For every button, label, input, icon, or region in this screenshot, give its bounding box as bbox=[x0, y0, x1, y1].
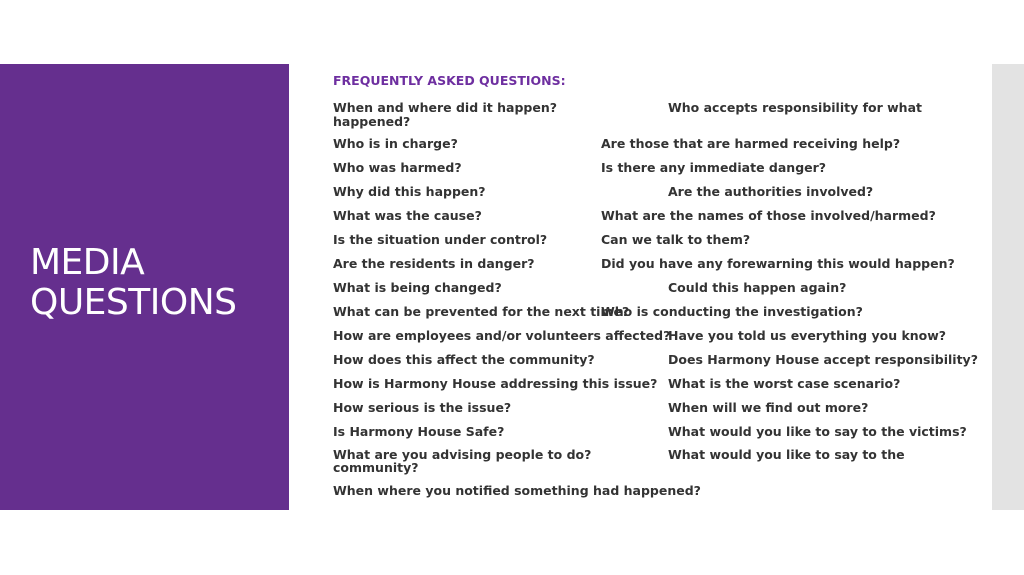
question-text: Does Harmony House accept responsibility? bbox=[668, 352, 978, 367]
question-text: What are you advising people to do? bbox=[333, 447, 592, 462]
question-text: Who is in charge? bbox=[333, 136, 458, 151]
question-text: community? bbox=[333, 460, 419, 475]
question-text: Why did this happen? bbox=[333, 184, 486, 199]
question-text: How does this affect the community? bbox=[333, 352, 595, 367]
question-text: Did you have any forewarning this would happen? bbox=[601, 256, 955, 271]
question-text: What is the worst case scenario? bbox=[668, 376, 901, 391]
question-text: How are employees and/or volunteers affected? bbox=[333, 328, 671, 343]
question-text: Who is conducting the investigation? bbox=[601, 304, 863, 319]
question-text: How serious is the issue? bbox=[333, 400, 512, 415]
question-text: Who was harmed? bbox=[333, 160, 462, 175]
question-text: Is Harmony House Safe? bbox=[333, 424, 505, 439]
question-text: Have you told us everything you know? bbox=[668, 328, 947, 343]
slide-title-line-2: QUESTIONS bbox=[30, 282, 237, 323]
question-text: When where you notified something had happened? bbox=[333, 483, 701, 498]
question-text: What can be prevented for the next time? bbox=[333, 304, 630, 319]
side-strip bbox=[992, 64, 1024, 510]
slide-title-line-1: MEDIA bbox=[30, 242, 145, 283]
question-text: Can we talk to them? bbox=[601, 232, 751, 247]
question-text: What would you like to say to the victims? bbox=[668, 424, 967, 439]
question-text: Is there any immediate danger? bbox=[601, 160, 827, 175]
question-text: Are the residents in danger? bbox=[333, 256, 535, 271]
question-text: Are those that are harmed receiving help? bbox=[601, 136, 901, 151]
question-text: When and where did it happen? bbox=[333, 100, 557, 115]
question-text: Could this happen again? bbox=[668, 280, 847, 295]
question-text: What are the names of those involved/harmed? bbox=[601, 208, 936, 223]
slide-title bbox=[30, 243, 285, 323]
question-text: What was the cause? bbox=[333, 208, 482, 223]
question-text: What is being changed? bbox=[333, 280, 502, 295]
question-text: happened? bbox=[333, 114, 411, 129]
faq-heading: FREQUENTLY ASKED QUESTIONS: bbox=[333, 73, 566, 88]
question-text: When will we find out more? bbox=[668, 400, 869, 415]
question-text: How is Harmony House addressing this issue? bbox=[333, 376, 658, 391]
question-text: Are the authorities involved? bbox=[668, 184, 874, 199]
question-text: Who accepts responsibility for what bbox=[668, 100, 922, 115]
question-text: What would you like to say to the bbox=[668, 447, 905, 462]
question-text: Is the situation under control? bbox=[333, 232, 548, 247]
